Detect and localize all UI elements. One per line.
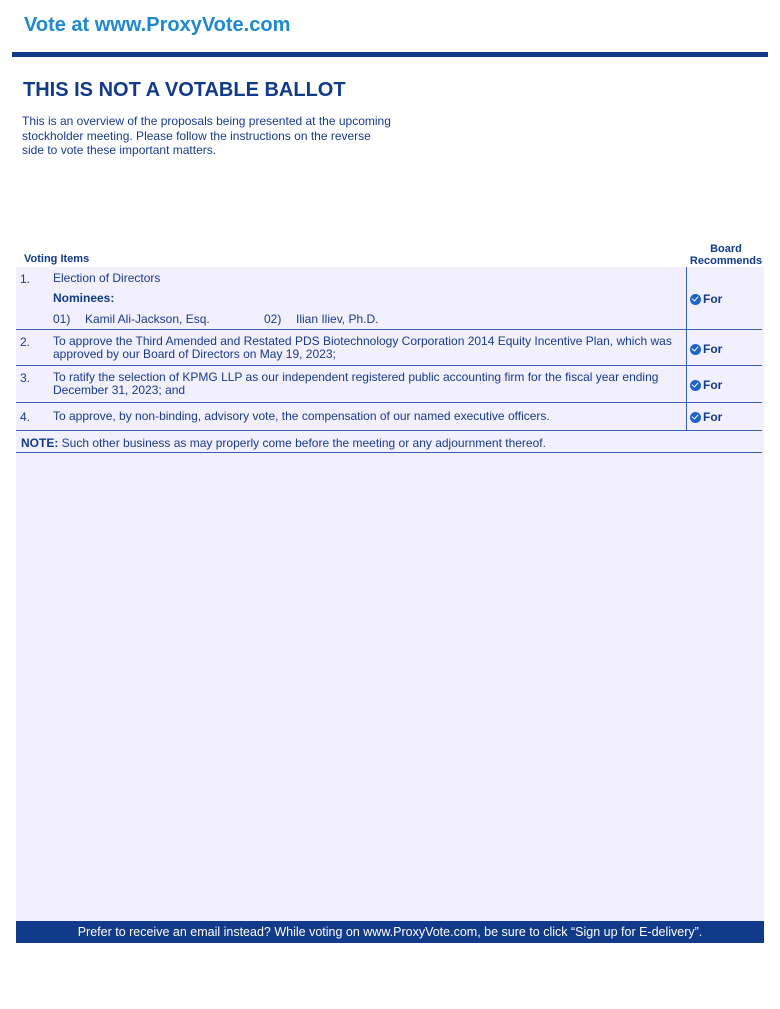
nominees-label: Nominees: bbox=[53, 291, 115, 305]
board-recommends-line2: Recommends bbox=[689, 255, 763, 267]
item-number: 1. bbox=[20, 272, 31, 286]
recommendation-label: For bbox=[703, 342, 723, 356]
column-divider bbox=[686, 366, 687, 402]
note-row bbox=[16, 431, 762, 453]
item-text: To ratify the selection of KPMG LLP as our independent registered public accounting firm for the fiscal year ending December 31, 2023; and bbox=[53, 370, 659, 397]
item-number: 4. bbox=[20, 410, 31, 424]
recommendation-for bbox=[690, 378, 722, 392]
voting-item-2 bbox=[16, 330, 762, 366]
column-divider bbox=[686, 403, 687, 430]
recommendation-label: For bbox=[703, 292, 723, 306]
column-divider bbox=[686, 267, 687, 329]
note-text: Such other business as may properly come before the meeting or any adjournment thereof. bbox=[58, 436, 546, 450]
nominee-name-2: Ilian Iliev, Ph.D. bbox=[296, 312, 379, 326]
note-label: NOTE: bbox=[21, 436, 59, 450]
recommendation-for bbox=[690, 342, 722, 356]
top-divider bbox=[12, 52, 768, 57]
item-number: 2. bbox=[20, 335, 31, 349]
recommendation-label: For bbox=[703, 410, 723, 424]
nominee-number-2: 02) bbox=[264, 312, 282, 326]
item-text: To approve the Third Amended and Restated PDS Biotechnology Corporation 2014 Equity Incentive Plan, which was approved by our Board of Directors on May 19, 2023; bbox=[53, 334, 672, 361]
voting-item-4 bbox=[16, 403, 762, 431]
recommendation-label: For bbox=[703, 378, 723, 392]
item-text: Election of Directors bbox=[53, 271, 161, 285]
check-circle-icon bbox=[690, 294, 701, 305]
check-circle-icon bbox=[690, 412, 701, 423]
recommendation-for bbox=[690, 410, 722, 424]
voting-item-1 bbox=[16, 267, 762, 330]
page-title: THIS IS NOT A VOTABLE BALLOT bbox=[23, 79, 346, 101]
check-circle-icon bbox=[690, 344, 701, 355]
intro-paragraph: This is an overview of the proposals being presented at the upcoming stockholder meeting. Please follow the instructions on the reverse side to vote these important matters. bbox=[22, 114, 391, 157]
check-circle-icon bbox=[690, 380, 701, 391]
recommendation-for bbox=[690, 292, 722, 306]
nominee-number-1: 01) bbox=[53, 312, 71, 326]
item-text: To approve, by non-binding, advisory vote, the compensation of our named executive officers. bbox=[53, 409, 550, 423]
board-recommends-header bbox=[686, 243, 766, 267]
voting-items-header: Voting Items bbox=[24, 253, 90, 265]
edelivery-footer-banner: Prefer to receive an email instead? While voting on www.ProxyVote.com, be sure to click “Sign up for E-delivery”. bbox=[16, 921, 764, 943]
proxyvote-header-link[interactable]: Vote at www.ProxyVote.com bbox=[24, 14, 291, 36]
item-number: 3. bbox=[20, 371, 31, 385]
nominee-name-1: Kamil Ali-Jackson, Esq. bbox=[85, 312, 210, 326]
board-recommends-line1: Board bbox=[710, 243, 742, 255]
column-divider bbox=[686, 330, 687, 365]
voting-item-3 bbox=[16, 366, 762, 403]
